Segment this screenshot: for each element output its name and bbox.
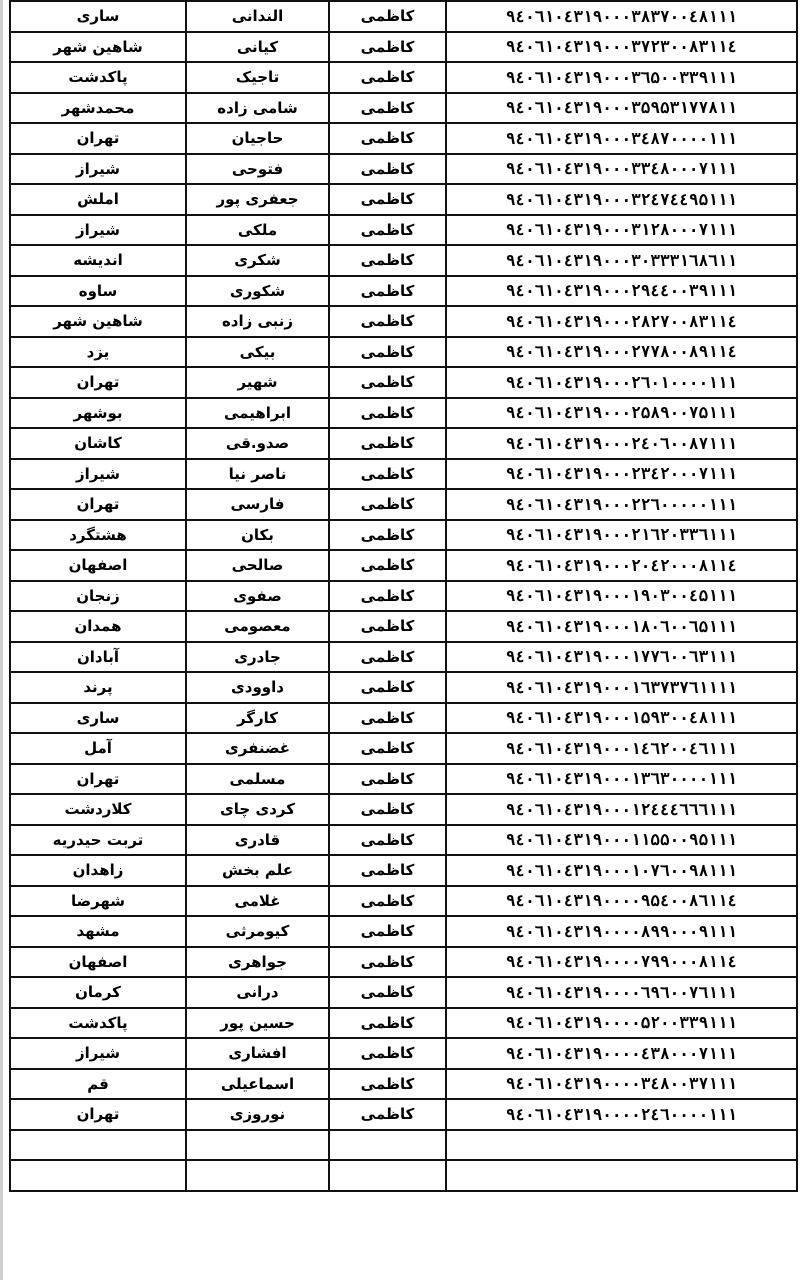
code-cell — [446, 1130, 797, 1161]
lastname-cell: کاظمی — [329, 62, 446, 93]
city-cell: بوشهر — [10, 398, 186, 429]
lastname-cell: کاظمی — [329, 459, 446, 490]
table-row — [10, 459, 797, 490]
name-cell: علم بخش — [186, 855, 329, 886]
city-cell: اصفهان — [10, 550, 186, 581]
table-row — [10, 1008, 797, 1039]
name-cell: زنبی زاده — [186, 306, 329, 337]
name-cell: کردی چای — [186, 794, 329, 825]
name-cell: قادری — [186, 825, 329, 856]
lastname-cell: کاظمی — [329, 1008, 446, 1039]
code-cell: ۹٤۰٦۱۰٤۳۱۹۰۰۰۳۰۳۳۳۱٦۸٦۱۱ — [446, 245, 797, 276]
city-cell: یزد — [10, 337, 186, 368]
city-cell: کرمان — [10, 977, 186, 1008]
table-row — [10, 703, 797, 734]
city-cell: محمدشهر — [10, 93, 186, 124]
name-cell: حاجیان — [186, 123, 329, 154]
city-cell: تهران — [10, 367, 186, 398]
city-cell: هشتگرد — [10, 520, 186, 551]
code-cell: ۹٤۰٦۱۰٤۳۱۹۰۰۰۲۵۸۹۰۰۷۵۱۱۱ — [446, 398, 797, 429]
table-row — [10, 154, 797, 185]
lastname-cell: کاظمی — [329, 367, 446, 398]
city-cell: شهرضا — [10, 886, 186, 917]
document-sheet — [9, 0, 796, 1262]
city-cell — [10, 1130, 186, 1161]
name-cell: شامی زاده — [186, 93, 329, 124]
table-row — [10, 1099, 797, 1130]
city-cell: شیراز — [10, 1038, 186, 1069]
name-cell: صدو.قی — [186, 428, 329, 459]
code-cell: ۹٤۰٦۱۰٤۳۱۹۰۰۰۰٦۹٦۰۰۷٦۱۱۱ — [446, 977, 797, 1008]
table-row — [10, 215, 797, 246]
city-cell: تهران — [10, 764, 186, 795]
city-cell: تربت حیدریه — [10, 825, 186, 856]
city-cell: قم — [10, 1069, 186, 1100]
name-cell: کیانی — [186, 32, 329, 63]
code-cell: ۹٤۰٦۱۰٤۳۱۹۰۰۰۰۵۲۰۰۳۳۹۱۱۱ — [446, 1008, 797, 1039]
city-cell: اندیشه — [10, 245, 186, 276]
table-row — [10, 794, 797, 825]
name-cell: کیومرثی — [186, 916, 329, 947]
lastname-cell: کاظمی — [329, 93, 446, 124]
lastname-cell: کاظمی — [329, 581, 446, 612]
city-cell: آبادان — [10, 642, 186, 673]
code-cell: ۹٤۰٦۱۰٤۳۱۹۰۰۰۳۲٤۷٤٤۹۵۱۱۱ — [446, 184, 797, 215]
records-table-body — [10, 1, 797, 1191]
city-cell: شیراز — [10, 154, 186, 185]
lastname-cell: کاظمی — [329, 1, 446, 32]
lastname-cell: کاظمی — [329, 733, 446, 764]
table-row — [10, 398, 797, 429]
table-row — [10, 489, 797, 520]
name-cell: شهیر — [186, 367, 329, 398]
table-row — [10, 672, 797, 703]
code-cell: ۹٤۰٦۱۰٤۳۱۹۰۰۰۳٤۸۷۰۰۰۰۱۱۱ — [446, 123, 797, 154]
code-cell: ۹٤۰٦۱۰٤۳۱۹۰۰۰۳۵۹۵۳۱۷۷۸۱۱ — [446, 93, 797, 124]
name-cell: فارسی — [186, 489, 329, 520]
table-row — [10, 184, 797, 215]
code-cell — [446, 1160, 797, 1191]
code-cell: ۹٤۰٦۱۰٤۳۱۹۰۰۰۱۹۰۳۰۰٤۵۱۱۱ — [446, 581, 797, 612]
lastname-cell: کاظمی — [329, 337, 446, 368]
city-cell: تهران — [10, 1099, 186, 1130]
code-cell: ۹٤۰٦۱۰٤۳۱۹۰۰۰۰۷۹۹۰۰۰۸۱۱٤ — [446, 947, 797, 978]
city-cell: کلاردشت — [10, 794, 186, 825]
lastname-cell: کاظمی — [329, 611, 446, 642]
city-cell: پرند — [10, 672, 186, 703]
name-cell: الندانی — [186, 1, 329, 32]
lastname-cell: کاظمی — [329, 642, 446, 673]
lastname-cell — [329, 1130, 446, 1161]
code-cell: ۹٤۰٦۱۰٤۳۱۹۰۰۰۳۳٤۸۰۰۰۷۱۱۱ — [446, 154, 797, 185]
table-row — [10, 581, 797, 612]
code-cell: ۹٤۰٦۱۰٤۳۱۹۰۰۰۱۷۷٦۰۰٦۳۱۱۱ — [446, 642, 797, 673]
code-cell: ۹٤۰٦۱۰٤۳۱۹۰۰۰۱٦۳۷۳۷٦۱۱۱۱ — [446, 672, 797, 703]
lastname-cell: کاظمی — [329, 215, 446, 246]
table-row — [10, 428, 797, 459]
name-cell — [186, 1160, 329, 1191]
code-cell: ۹٤۰٦۱۰٤۳۱۹۰۰۰۲۷۷۸۰۰۸۹۱۱٤ — [446, 337, 797, 368]
table-row — [10, 825, 797, 856]
name-cell: ناصر نیا — [186, 459, 329, 490]
table-row — [10, 886, 797, 917]
city-cell: شاهین شهر — [10, 32, 186, 63]
table-row — [10, 1, 797, 32]
code-cell: ۹٤۰٦۱۰٤۳۱۹۰۰۰۲۹٤٤۰۰۳۹۱۱۱ — [446, 276, 797, 307]
name-cell: کارگر — [186, 703, 329, 734]
city-cell: شاهین شهر — [10, 306, 186, 337]
city-cell: زنجان — [10, 581, 186, 612]
code-cell: ۹٤۰٦۱۰٤۳۱۹۰۰۰۲۱٦۲۰۳۳٦۱۱۱ — [446, 520, 797, 551]
table-row — [10, 764, 797, 795]
city-cell: ساوه — [10, 276, 186, 307]
code-cell: ۹٤۰٦۱۰٤۳۱۹۰۰۰۰۳٤۸۰۰۳۷۱۱۱ — [446, 1069, 797, 1100]
name-cell: صفوی — [186, 581, 329, 612]
lastname-cell: کاظمی — [329, 184, 446, 215]
city-cell: تهران — [10, 123, 186, 154]
name-cell: جعفری پور — [186, 184, 329, 215]
table-row — [10, 306, 797, 337]
lastname-cell: کاظمی — [329, 245, 446, 276]
name-cell: شکری — [186, 245, 329, 276]
lastname-cell: کاظمی — [329, 977, 446, 1008]
table-row — [10, 337, 797, 368]
name-cell: ملکی — [186, 215, 329, 246]
lastname-cell: کاظمی — [329, 1069, 446, 1100]
name-cell: بکان — [186, 520, 329, 551]
table-row — [10, 855, 797, 886]
lastname-cell: کاظمی — [329, 276, 446, 307]
name-cell: داوودی — [186, 672, 329, 703]
lastname-cell: کاظمی — [329, 123, 446, 154]
lastname-cell: کاظمی — [329, 489, 446, 520]
code-cell: ۹٤۰٦۱۰٤۳۱۹۰۰۰۱۵۹۳۰۰٤۸۱۱۱ — [446, 703, 797, 734]
city-cell: اصفهان — [10, 947, 186, 978]
city-cell: ساری — [10, 703, 186, 734]
table-row — [10, 916, 797, 947]
lastname-cell: کاظمی — [329, 764, 446, 795]
lastname-cell: کاظمی — [329, 1038, 446, 1069]
lastname-cell: کاظمی — [329, 520, 446, 551]
lastname-cell: کاظمی — [329, 154, 446, 185]
name-cell: حسین پور — [186, 1008, 329, 1039]
lastname-cell: کاظمی — [329, 794, 446, 825]
name-cell: اسماعیلی — [186, 1069, 329, 1100]
lastname-cell: کاظمی — [329, 398, 446, 429]
name-cell: نوروزی — [186, 1099, 329, 1130]
code-cell: ۹٤۰٦۱۰٤۳۱۹۰۰۰۱۰۷٦۰۰۹۸۱۱۱ — [446, 855, 797, 886]
city-cell: پاکدشت — [10, 1008, 186, 1039]
table-row — [10, 93, 797, 124]
code-cell: ۹٤۰٦۱۰٤۳۱۹۰۰۰۲۲٦۰۰۰۰۰۱۱۱ — [446, 489, 797, 520]
name-cell: ابراهیمی — [186, 398, 329, 429]
table-row — [10, 977, 797, 1008]
city-cell: آمل — [10, 733, 186, 764]
lastname-cell: کاظمی — [329, 428, 446, 459]
city-cell — [10, 1160, 186, 1191]
table-row — [10, 1038, 797, 1069]
code-cell: ۹٤۰٦۱۰٤۳۱۹۰۰۰۲۰٤۲۰۰۰۸۱۱٤ — [446, 550, 797, 581]
table-row — [10, 1160, 797, 1191]
name-cell: تاجیک — [186, 62, 329, 93]
code-cell: ۹٤۰٦۱۰٤۳۱۹۰۰۰۳٦۵۰۰۳۳۹۱۱۱ — [446, 62, 797, 93]
name-cell: جادری — [186, 642, 329, 673]
table-row — [10, 550, 797, 581]
lastname-cell: کاظمی — [329, 825, 446, 856]
table-row — [10, 947, 797, 978]
code-cell: ۹٤۰٦۱۰٤۳۱۹۰۰۰۱۳٦۳۰۰۰۰۱۱۱ — [446, 764, 797, 795]
code-cell: ۹٤۰٦۱۰٤۳۱۹۰۰۰۱۸۰٦۰۰٦۵۱۱۱ — [446, 611, 797, 642]
name-cell: فتوحی — [186, 154, 329, 185]
lastname-cell: کاظمی — [329, 886, 446, 917]
name-cell: افشاری — [186, 1038, 329, 1069]
lastname-cell: کاظمی — [329, 1099, 446, 1130]
lastname-cell: کاظمی — [329, 32, 446, 63]
table-row — [10, 733, 797, 764]
lastname-cell: کاظمی — [329, 855, 446, 886]
code-cell: ۹٤۰٦۱۰٤۳۱۹۰۰۰۲۳٤۲۰۰۰۷۱۱۱ — [446, 459, 797, 490]
name-cell: شکوری — [186, 276, 329, 307]
table-row — [10, 1069, 797, 1100]
table-row — [10, 62, 797, 93]
city-cell: شیراز — [10, 215, 186, 246]
name-cell: درانی — [186, 977, 329, 1008]
name-cell: جواهری — [186, 947, 329, 978]
city-cell: همدان — [10, 611, 186, 642]
lastname-cell: کاظمی — [329, 550, 446, 581]
name-cell: غضنفری — [186, 733, 329, 764]
lastname-cell: کاظمی — [329, 306, 446, 337]
name-cell: بیکی — [186, 337, 329, 368]
table-row — [10, 123, 797, 154]
name-cell: مسلمی — [186, 764, 329, 795]
table-row — [10, 1130, 797, 1161]
code-cell: ۹٤۰٦۱۰٤۳۱۹۰۰۰۳۱۲۸۰۰۰۷۱۱۱ — [446, 215, 797, 246]
code-cell: ۹٤۰٦۱۰٤۳۱۹۰۰۰۱۲٤٤٤٦٦٦۱۱۱ — [446, 794, 797, 825]
city-cell: تهران — [10, 489, 186, 520]
table-row — [10, 276, 797, 307]
city-cell: پاکدشت — [10, 62, 186, 93]
table-row — [10, 245, 797, 276]
code-cell: ۹٤۰٦۱۰٤۳۱۹۰۰۰۱٤٦۲۰۰٤٦۱۱۱ — [446, 733, 797, 764]
code-cell: ۹٤۰٦۱۰٤۳۱۹۰۰۰۱۱۵۵۰۰۹۵۱۱۱ — [446, 825, 797, 856]
lastname-cell: کاظمی — [329, 703, 446, 734]
table-row — [10, 611, 797, 642]
lastname-cell: کاظمی — [329, 672, 446, 703]
city-cell: کاشان — [10, 428, 186, 459]
code-cell: ۹٤۰٦۱۰٤۳۱۹۰۰۰۲۸۲۷۰۰۸۳۱۱٤ — [446, 306, 797, 337]
lastname-cell — [329, 1160, 446, 1191]
table-row — [10, 32, 797, 63]
table-row — [10, 642, 797, 673]
code-cell: ۹٤۰٦۱۰٤۳۱۹۰۰۰۰۲٤٦۰۰۰۰۱۱۱ — [446, 1099, 797, 1130]
lastname-cell: کاظمی — [329, 947, 446, 978]
code-cell: ۹٤۰٦۱۰٤۳۱۹۰۰۰۰٤۳۸۰۰۰۷۱۱۱ — [446, 1038, 797, 1069]
name-cell: صالحی — [186, 550, 329, 581]
name-cell: معصومی — [186, 611, 329, 642]
city-cell: املش — [10, 184, 186, 215]
city-cell: شیراز — [10, 459, 186, 490]
name-cell: غلامی — [186, 886, 329, 917]
code-cell: ۹٤۰٦۱۰٤۳۱۹۰۰۰۲٤۰٦۰۰۸۷۱۱۱ — [446, 428, 797, 459]
table-row — [10, 520, 797, 551]
code-cell: ۹٤۰٦۱۰٤۳۱۹۰۰۰۰۸۹۹۰۰۰۹۱۱۱ — [446, 916, 797, 947]
name-cell — [186, 1130, 329, 1161]
code-cell: ۹٤۰٦۱۰٤۳۱۹۰۰۰۰۹۵٤۰۰۸٦۱۱٤ — [446, 886, 797, 917]
records-table — [9, 0, 798, 1192]
left-margin-rule — [0, 0, 3, 1280]
lastname-cell: کاظمی — [329, 916, 446, 947]
city-cell: ساری — [10, 1, 186, 32]
code-cell: ۹٤۰٦۱۰٤۳۱۹۰۰۰۲٦۰۱۰۰۰۰۱۱۱ — [446, 367, 797, 398]
city-cell: زاهدان — [10, 855, 186, 886]
code-cell: ۹٤۰٦۱۰٤۳۱۹۰۰۰۳۷۲۳۰۰۸۳۱۱٤ — [446, 32, 797, 63]
city-cell: مشهد — [10, 916, 186, 947]
table-row — [10, 367, 797, 398]
code-cell: ۹٤۰٦۱۰٤۳۱۹۰۰۰۳۸۳۷۰۰٤۸۱۱۱ — [446, 1, 797, 32]
